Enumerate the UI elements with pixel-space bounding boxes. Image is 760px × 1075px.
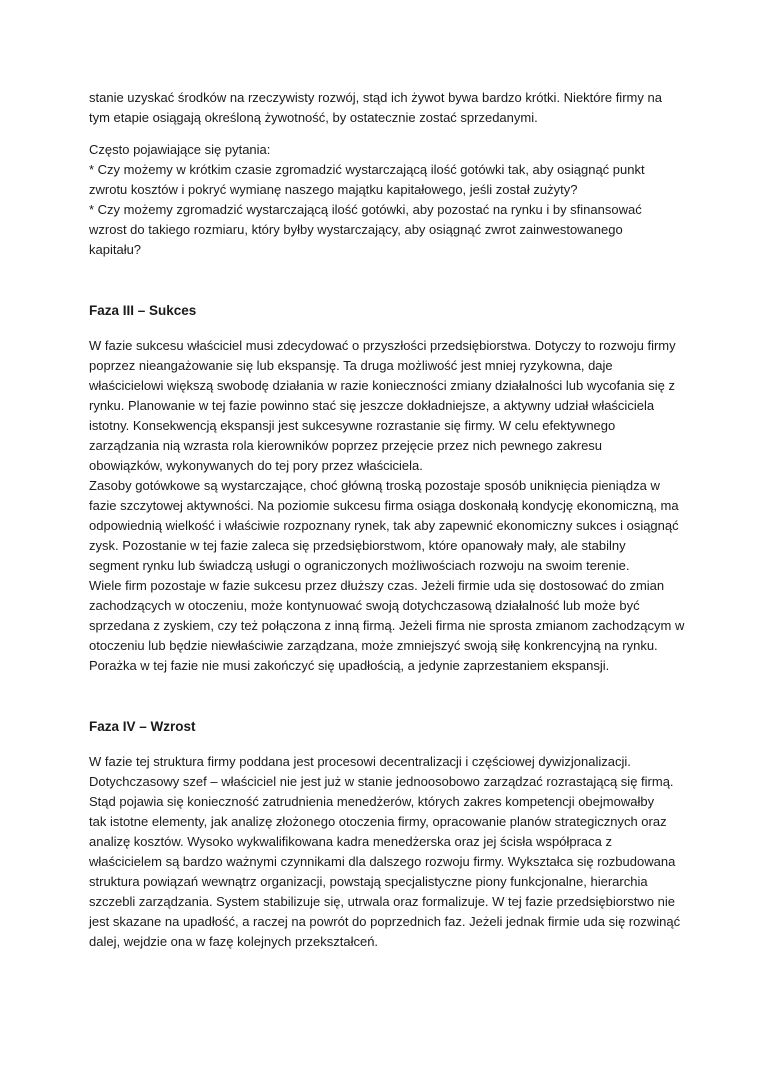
text-line: szczebli zarządzania. System stabilizuje się, utrwala oraz formalizuje. W tej fazie przedsiębiorstwo nie [89,894,675,909]
text-line: zarządzania nią wzrasta rola kierowników poprzez przejęcie przez nich pewnego zakresu [89,438,603,453]
text-line: jest skazane na upadłość, a raczej na powrót do poprzednich faz. Jeżeli jednak firmie uda się rozwinąć [89,914,681,929]
text-line: Dotychczasowy szef – właściciel nie jest już w stanie jednoosobowo zarządzać rozrastającą się firmą. [89,774,674,789]
text-line: Często pojawiające się pytania: [89,142,271,157]
text-line: W fazie tej struktura firmy poddana jest procesowi decentralizacji i częściowej dywizjonalizacji. [89,754,631,769]
text-line: właścicielem są bardzo ważnymi czynnikami dla dalszego rozwoju firmy. Wykształca się rozbudowana [89,854,676,869]
text-line: Stąd pojawia się konieczność zatrudnienia menedżerów, których zakres kompetencji obejmowałby [89,794,655,809]
text-line: tym etapie osiągają określoną żywotność, by ostatecznie zostać sprzedanymi. [89,110,538,125]
document-page [89,88,685,952]
text-line: Porażka w tej fazie nie musi zakończyć się upadłością, a jedynie zaprzestaniem ekspansji. [89,658,610,673]
text-line: istotny. Konsekwencją ekspansji jest sukcesywne rozrastanie się firmy. W celu efektywnego [89,418,616,433]
text-line: zachodzących w otoczeniu, może kontynuować swoją dotychczasową działalność lub może być [89,598,640,613]
text-line: właścicielowi większą swobodę działania w razie konieczności zmiany działalności lub wycofania się z [89,378,675,393]
text-line: stanie uzyskać środków na rzeczywisty rozwój, stąd ich żywot bywa bardzo krótki. Niektóre firmy na [89,90,662,105]
text-line: wzrost do takiego rozmiaru, który byłby wystarczający, aby osiągnąć zwrot zainwestowanego [89,222,623,237]
intro-paragraph [89,88,679,128]
text-line: * Czy możemy w krótkim czasie zgromadzić wystarczającą ilość gotówki tak, aby osiągnąć punkt [89,162,645,177]
text-line: struktura powiązań wewnątrz organizacji, powstają specjalistyczne piony funkcjonalne, hierarchia [89,874,648,889]
text-line: tak istotne elementy, jak analizę złożonego otoczenia firmy, opracowanie planów strategicznych oraz [89,814,667,829]
phase4-paragraph [89,752,679,952]
text-line: zwrotu kosztów i pokryć wymianę naszego majątku kapitałowego, jeśli został zużyty? [89,182,578,197]
questions-paragraph [89,140,679,260]
text-line: poprzez nieangażowanie się lub ekspansję. Ta druga możliwość jest mniej ryzykowna, daje [89,358,613,373]
text-line: obowiązków, wykonywanych do tej pory przez właściciela. [89,458,423,473]
text-line: fazie szczytowej aktywności. Na poziomie sukcesu firma osiąga doskonałą kondycję ekonomiczną, ma [89,498,679,513]
text-line: analizę kosztów. Wysoko wykwalifikowana kadra menedżerska oraz jej ścisła współpraca z [89,834,612,849]
text-line: zysk. Pozostanie w tej fazie zaleca się przedsiębiorstwom, które opanowały mały, ale stabilny [89,538,626,553]
text-line: W fazie sukcesu właściciel musi zdecydować o przyszłości przedsiębiorstwa. Dotyczy to rozwoju firmy [89,338,676,353]
phase3-paragraph [89,336,685,676]
text-line: segment rynku lub świadczą usługi o ograniczonych możliwościach rozwoju na swoim terenie. [89,558,630,573]
text-line: Zasoby gotówkowe są wystarczające, choć główną troską pozostaje sposób uniknięcia pieniądza w [89,478,660,493]
phase4-heading: Faza IV – Wzrost [89,719,196,734]
text-line: kapitału? [89,242,142,257]
text-line: otoczeniu lub będzie niewłaściwie zarządzana, może zmniejszyć swoją siłę konkrencyjną na rynku. [89,638,658,653]
text-line: Wiele firm pozostaje w fazie sukcesu przez dłuższy czas. Jeżeli firmie uda się dostosować do zmian [89,578,665,593]
text-line: rynku. Planowanie w tej fazie powinno stać się jeszcze dokładniejsze, a aktywny udział właściciela [89,398,655,413]
text-line: dalej, wejdzie ona w fazę kolejnych przekształceń. [89,934,379,949]
phase3-heading: Faza III – Sukces [89,303,197,318]
text-line: sprzedana z zyskiem, czy też połączona z inną firmą. Jeżeli firma nie sprosta zmianom zachodzącym w [89,618,685,633]
text-line: * Czy możemy zgromadzić wystarczającą ilość gotówki, aby pozostać na rynku i by sfinansować [89,202,642,217]
text-line: odpowiednią wielkość i właściwie rozpoznany rynek, tak aby zapewnić ekonomiczny sukces i osiągnąć [89,518,679,533]
